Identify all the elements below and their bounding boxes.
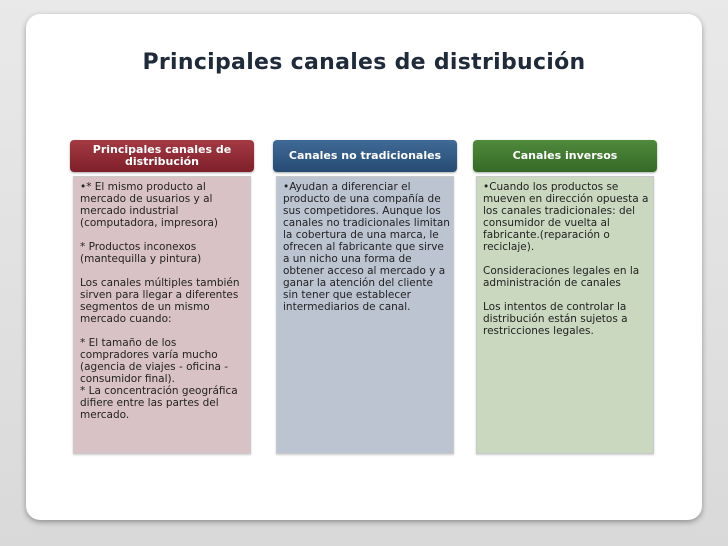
column-header: Canales no tradicionales <box>273 140 457 172</box>
column-canales-no-tradicionales <box>273 140 457 454</box>
column-body: •Ayudan a diferenciar el producto de una compañía de sus competidores. Aunque los canales no tradicionales limitan la cobertura de una marca, le ofrecen al fabricante que sirve a un nicho una forma de obtener acceso al mercado y a ganar la atención del cliente sin tener que establecer intermediarios de canal. <box>276 176 454 454</box>
slide-title: Principales canales de distribución <box>142 50 586 75</box>
column-body: •* El mismo producto al mercado de usuarios y al mercado industrial (computadora, impresora) * Productos inconexos (mantequilla y pintura) Los canales múltiples también sirven para llegar a diferentes segmentos de un mismo mercado cuando: * El tamaño de los compradores varía mucho (agencia de viajes - oficina - consumidor final). * La concentración geográfica difiere entre las partes del mercado. <box>73 176 251 454</box>
column-body: •Cuando los productos se mueven en dirección opuesta a los canales tradicionales: del consumidor de vuelta al fabricante.(reparación o reciclaje). Consideraciones legales en la administración de canales Los intentos de controlar la distribución están sujetos a restricciones legales. <box>476 176 654 454</box>
column-principales-canales <box>70 140 254 454</box>
column-header: Principales canales de distribución <box>70 140 254 172</box>
column-header: Canales inversos <box>473 140 657 172</box>
column-canales-inversos <box>473 140 657 454</box>
slide <box>26 14 702 520</box>
